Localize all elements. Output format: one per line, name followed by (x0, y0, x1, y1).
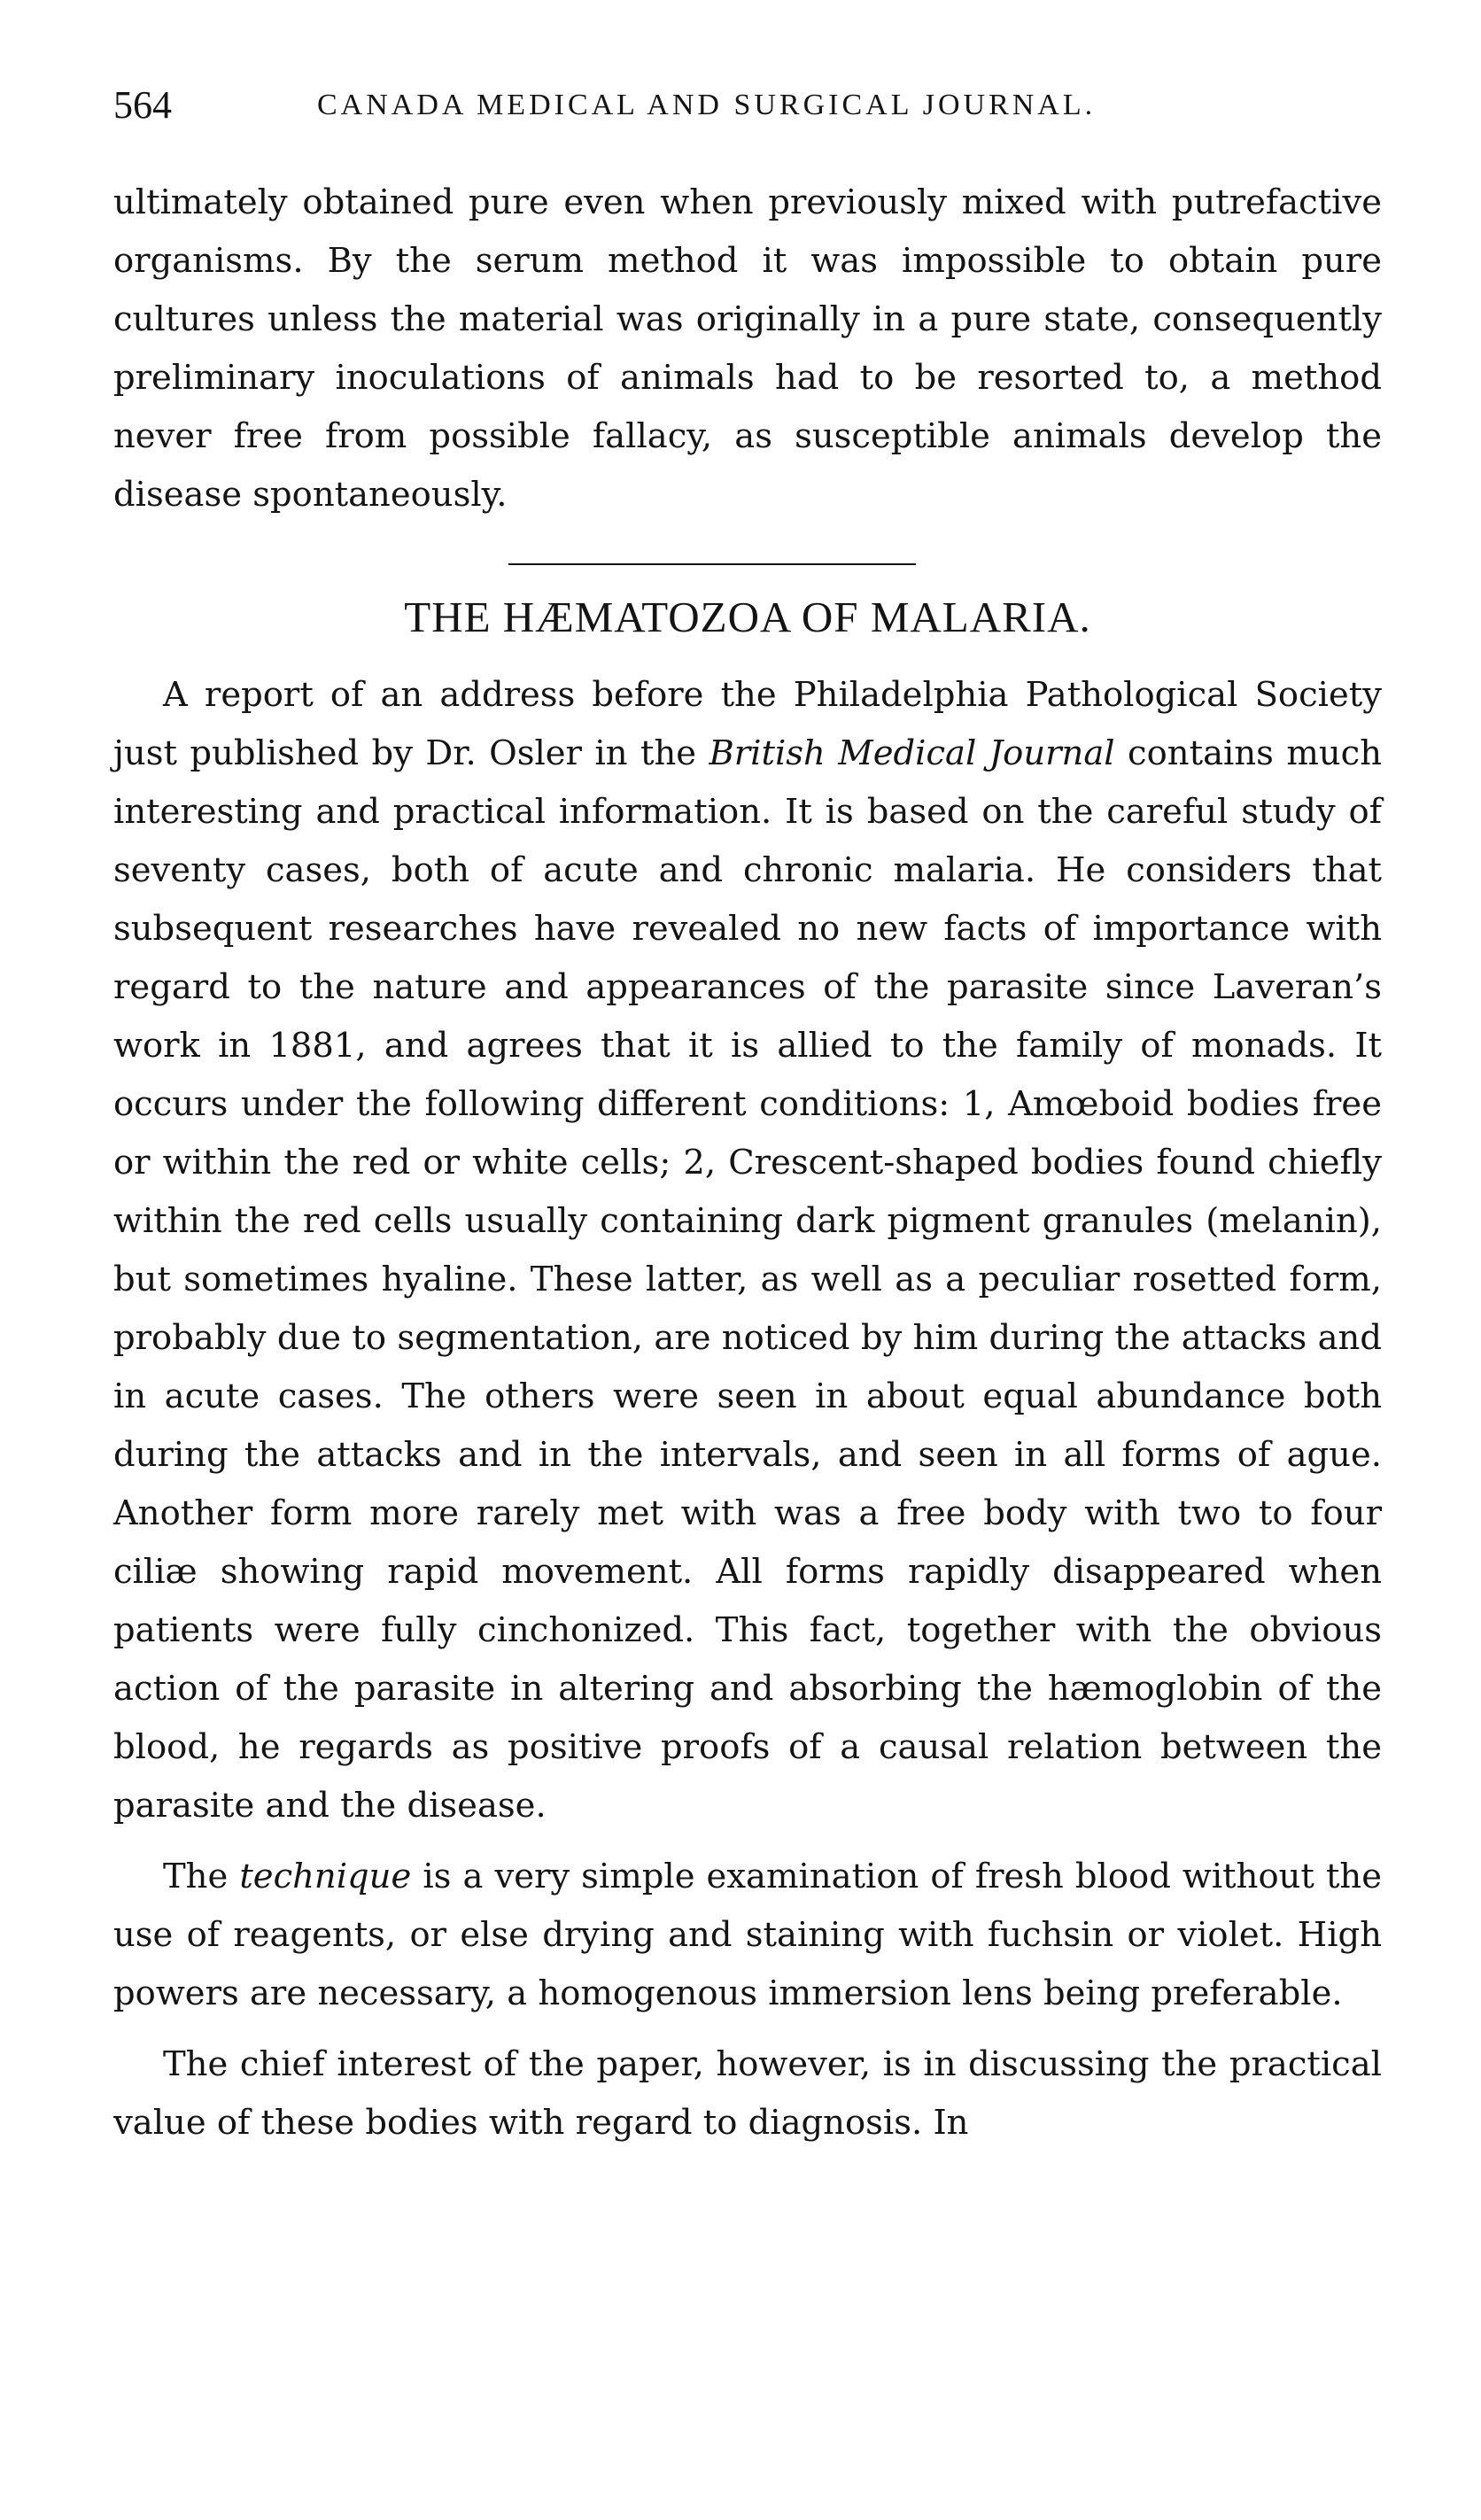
paragraph-diagnosis (113, 2035, 1382, 2152)
continued-paragraph: ultimately obtained pure even when previously mixed with putrefactive organisms. By the serum method it was impossible to obtain pure cultures unless the material was originally in a pure state, consequently preliminary inoculations of animals had to be resorted to, a method never free from possible fallacy, as susceptible animals develop the disease spontaneously. (113, 182, 1382, 515)
journal-name-italic: British Medical Journal (709, 733, 1115, 773)
paragraph-text: A report of an address before the Philadelphia Pathological Society just published by Dr. Osler in the (113, 675, 1382, 773)
paragraph-text: is a very simple examination of fresh blood without the use of reagents, or else drying and staining with fuchsin or violet. High powers are necessary, a homogenous immersion lens being preferable. (113, 1857, 1382, 2013)
technique-italic: technique (239, 1857, 412, 1896)
paragraph-text: The (163, 1857, 240, 1896)
section-heading: THE HÆMATOZOA OF MALARIA. (404, 593, 1091, 641)
paragraph-text: The chief interest of the paper, however, is in discussing the practical value of these bodies with regard to diagnosis. In (113, 2044, 1382, 2143)
paragraph-technique (113, 1848, 1382, 2023)
paragraph-osler-report (113, 666, 1382, 1835)
paragraph-text: contains much interesting and practical information. It is based on the careful study of seventy cases, both of acute and chronic malaria. He considers that subsequent researches have revealed no new facts of importance with regard to the nature and appearances of the parasite since Laveran’s work in 1881, and agrees that it is allied to the family of monads. It occurs under the following different conditions: 1, Amœboid bodies free or within the red or white cells; 2, Crescent-shaped bodies found chiefly within the red cells usually containing dark pigment granules (melanin), but sometimes hyaline. These latter, as well as a peculiar rosetted form, probably due to segmentation, are noticed by him during the attacks and in acute cases. The others were seen in about equal abundance both during the attacks and in the intervals, and seen in all forms of ague. Another form more rarely met with was a free body with two to four ciliæ showing rapid movement. All forms rapidly disappeared when patients were fully cinchonized. This fact, together with the obvious action of the parasite in altering and absorbing the hæmoglobin of the blood, he regards as positive proofs of a causal relation between the parasite and the disease. (113, 733, 1383, 1826)
journal-title: CANADA MEDICAL AND SURGICAL JOURNAL. (317, 89, 1097, 121)
running-head (113, 74, 1371, 136)
continued-text-block (113, 174, 1382, 524)
section-divider-rule (508, 563, 916, 565)
section-body (113, 666, 1382, 2152)
page-number: 564 (113, 83, 172, 127)
